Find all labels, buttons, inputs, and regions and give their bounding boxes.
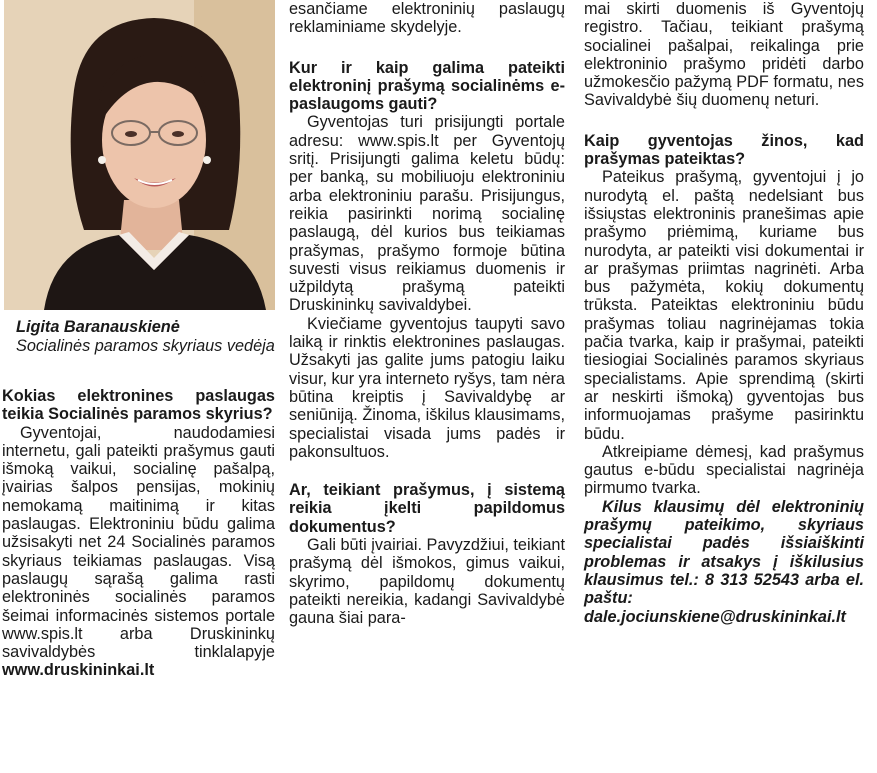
portrait-photo: [4, 0, 275, 310]
column-2: [289, 0, 565, 628]
answer-paragraph-2b: Kviečiame gyventojus taupyti savo laiką ir rinktis elektronines paslaugas. Užsakyti jas galite jums patogiu laiku visur, kur yra interneto ryšys, tam nėra būtina kreiptis į Savivaldybę ar seniūniją. Žinoma, iškilus klausimams, specialistai visada jums padės ir pakonsultuos.: [289, 314, 565, 461]
answer-paragraph-1: [2, 424, 275, 680]
answer-paragraph-4b: Atkreipiame dėmesį, kad prašymus gautus e-būdu specialistai nagrinėja pirmumo tvarka.: [584, 442, 864, 498]
column-3: [584, 0, 864, 626]
answer-paragraph-3: Gali būti įvairiai. Pavyzdžiui, teikiant prašymą dėl išmokos, gimus vaikui, skyrimo, papildomų dokumentų pateikti nereikia, kadangi Savivaldybė gauna šiai para-: [289, 536, 565, 628]
answer-paragraph-4a: Pateikus prašymą, gyventojui į jo nurodytą el. paštą nedelsiant bus išsiųstas elektroninis pranešimas apie prašymo priėmimą, kuriame bus nurodyta, ar pateikti visi dokumentai ir ar prašymas priimtas nagrinėti. Arba bus pažymėta, kokių dokumentų trūksta. Pateiktas elektroniniu būdu prašymas toliau nagrinėjamas tokia pačia tvarka, kaip ir prašymai, pateikti tiesiogiai Socialinės paramos skyriaus specialistams. Apie sprendimą (skirti ar neskirti išmoką) gyventojas bus informuojamas prašyme pasirinktu būdu.: [584, 168, 864, 443]
question-heading-1: Kokias elektronines paslaugas teikia Socialinės paramos skyrius?: [2, 387, 275, 424]
answer-text-1: Gyventojai, naudodamiesi internetu, gali pateikti prašymus gauti išmoką vaikui, socialinę pašalpą, įvairias šalpos pensijas, mokinių nemokamą maitinimą ir kitas paslaugas. Elektroniniu būdu galima užsisakyti net 24 Socialinės paramos skyriaus teikiamas paslaugas. Visą paslaugų sąrašą galima rasti elektroninės socialinės paramos šeimai informacinės sistemos portale www.spis.lt arba Druskininkų savivaldybės tinklalapyje: [2, 423, 275, 662]
question-heading-3: Ar, teikiant prašymus, į sistemą reikia įkelti papildomus dokumentus?: [289, 481, 565, 536]
website-link[interactable]: www.druskininkai.lt: [2, 661, 155, 680]
portrait-illustration: [4, 0, 275, 310]
caption-name: Ligita Baranauskienė: [16, 318, 180, 336]
photo-caption: [16, 318, 275, 356]
caption-role: Socialinės paramos skyriaus vedėja: [16, 337, 275, 355]
continued-paragraph: esančiame elektroninių paslaugų reklaminiame skydelyje.: [289, 0, 565, 37]
contact-note: Kilus klausimų dėl elektroninių prašymų pateikimo, skyriaus specialistai padės išsiaiškinti problemas ir atsakys į iškilusius klausimus tel.: 8 313 52543 arba el. paštu: dale.jociunskiene@druskininkai.lt: [584, 497, 864, 626]
continued-paragraph-2: mai skirti duomenis iš Gyventojų registro. Tačiau, teikiant prašymą socialinei pašalpai, reikalinga prie elektroninio prašymo pridėti darbo užmokesčio pažymą PDF formatu, nes Savivaldybė šių duomenų neturi.: [584, 0, 864, 110]
answer-paragraph-2a: Gyventojas turi prisijungti portale adresu: www.spis.lt per Gyventojų sritį. Prisijungti galima keletu būdų: per banką, su mobiliuoju elektroniniu arba elektroniniu parašu. Prisijungus, reikia pasirinkti norimą socialinę paslaugą, dėl kurios bus teikiamas prašymas, prašymo formoje būtina suvesti visus reikiamus duomenis ir užpildytą prašymą pateikti Druskininkų savivaldybei.: [289, 113, 565, 315]
question-heading-4: Kaip gyventojas žinos, kad prašymas pateiktas?: [584, 131, 864, 169]
column-1: [2, 0, 275, 680]
question-heading-2: Kur ir kaip galima pateikti elektroninį prašymą socialinėms e-paslaugoms gauti?: [289, 58, 565, 114]
